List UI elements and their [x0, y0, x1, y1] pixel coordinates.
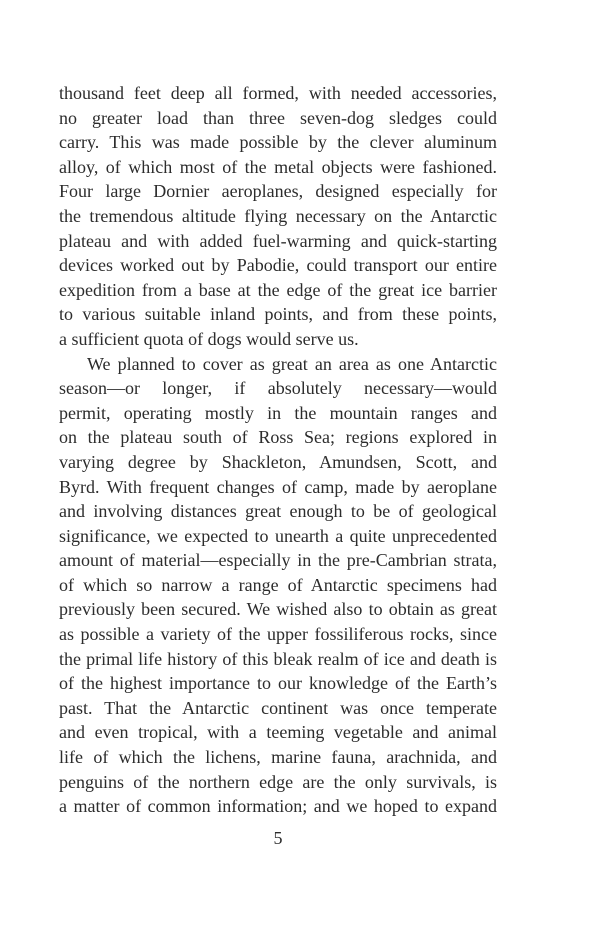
text-line: as possible a variety of the upper fossiliferous rocks, since: [59, 624, 497, 645]
text-line: permit, operating mostly in the mountain ranges and: [59, 402, 497, 423]
text-line: of which so narrow a range of Antarctic specimens had: [59, 574, 497, 595]
text-line: the tremendous altitude flying necessary on the Antarctic: [59, 205, 497, 226]
text-line: and involving distances great enough to be of geological: [59, 501, 497, 522]
text-line: the primal life history of this bleak realm of ice and death is: [59, 648, 497, 669]
text-line: expedition from a base at the edge of the great ice barrier: [59, 279, 497, 300]
text-line: to various suitable inland points, and from these points,: [59, 304, 497, 325]
paragraph: [59, 352, 497, 819]
text-line: a sufficient quota of dogs would serve us.: [59, 328, 359, 349]
text-line: and even tropical, with a teeming vegetable and animal: [59, 722, 497, 743]
text-line: Four large Dornier aeroplanes, designed especially for: [59, 181, 497, 202]
text-line: amount of material—especially in the pre-Cambrian strata,: [59, 550, 497, 571]
text-line: varying degree by Shackleton, Amundsen, Scott, and: [59, 451, 497, 472]
text-line: no greater load than three seven-dog sledges could: [59, 107, 497, 128]
text-line: alloy, of which most of the metal objects were fashioned.: [59, 156, 497, 177]
text-line: on the plateau south of Ross Sea; regions explored in: [59, 427, 497, 448]
text-block: [59, 81, 497, 819]
text-line: significance, we expected to unearth a quite unprecedented: [59, 525, 497, 546]
text-line: Byrd. With frequent changes of camp, made by aeroplane: [59, 476, 497, 497]
text-line: of the highest importance to our knowledge of the Earth’s: [59, 673, 497, 694]
text-line: life of which the lichens, marine fauna, arachnida, and: [59, 747, 497, 768]
text-line: season—or longer, if absolutely necessary—would: [59, 378, 497, 399]
text-line: past. That the Antarctic continent was once temperate: [59, 697, 497, 718]
page-number: 5: [273, 828, 283, 848]
text-line: devices worked out by Pabodie, could transport our entire: [59, 255, 497, 276]
text-line: a matter of common information; and we hoped to expand: [59, 796, 497, 817]
text-line: thousand feet deep all formed, with needed accessories,: [59, 83, 497, 103]
text-line: penguins of the northern edge are the only survivals, is: [59, 771, 497, 792]
paragraph: [59, 81, 497, 352]
text-line: previously been secured. We wished also to obtain as great: [59, 599, 497, 620]
text-line: We planned to cover as great an area as one Antarctic: [87, 353, 497, 374]
text-line: plateau and with added fuel-warming and quick-starting: [59, 230, 497, 251]
text-line: carry. This was made possible by the clever aluminum: [59, 132, 497, 153]
